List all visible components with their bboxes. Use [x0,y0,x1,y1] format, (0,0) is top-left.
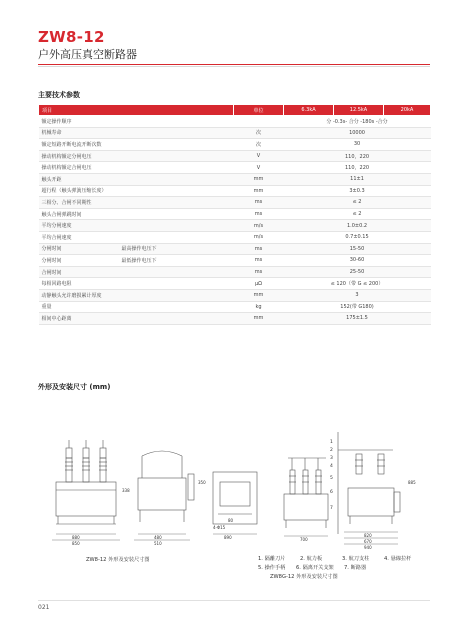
dim-label: 338 [122,488,130,493]
param-name: 合闸时间 [39,266,119,278]
dim-label: 850 [72,541,80,546]
param-name: 重量 [39,301,119,313]
param-value: 0.7±0.15 [284,231,431,243]
param-unit: mm [234,173,284,185]
callout-4: 4 [330,464,333,469]
dim-label: 80 [228,518,234,523]
param-condition [119,220,234,232]
dim-label: 480 [154,535,162,540]
param-unit: ms [234,197,284,209]
zw8g-side-view [338,432,400,544]
product-name: 户外高压真空断路器 [38,48,137,61]
param-condition [119,127,234,139]
param-name: 额定短路开断电流开断次数 [39,139,119,151]
param-unit: mm [234,313,284,325]
dim-label: 880 [72,535,80,540]
param-value: 152(带 G180) [284,301,431,313]
callout-3: 3 [330,456,333,461]
param-name: 平均合闸速度 [39,231,119,243]
dim-label: 670 [364,539,372,544]
param-value: ≤ 2 [284,208,431,220]
param-value: 110，220 [284,162,431,174]
legend-item: 4. 悬線拉杆 [384,556,412,562]
zw8g-front-view [284,458,328,536]
param-condition [119,197,234,209]
params-row [39,150,431,162]
param-unit: kg [234,301,284,313]
param-condition [119,139,234,151]
param-condition [119,162,234,174]
params-row [39,243,431,255]
param-condition [119,313,234,325]
params-row [39,301,431,313]
param-name: 每相回路电阻 [39,278,119,290]
dim-label: 940 [364,545,372,550]
header-rule-red [38,64,430,65]
param-name: 额定操作顺序 [39,116,119,128]
param-condition [119,301,234,313]
param-name: 动静触头允许磨损累计厚度 [39,289,119,301]
param-condition [119,289,234,301]
callout-6: 6 [330,490,333,495]
param-name: 触头合闸弹跳时间 [39,208,119,220]
params-row [39,255,431,267]
param-condition [119,208,234,220]
params-row [39,197,431,209]
param-value: 15-50 [284,243,431,255]
legend-item: 1. 隔離刀片 [258,556,286,562]
param-value: ≤ 120（带 G ≤ 200） [284,278,431,290]
legend-item: 6. 隔离开关支架 [296,565,334,571]
zw8-drawing [38,410,430,580]
param-name: 分闸时间 [39,243,119,255]
param-name: 平均分闸速度 [39,220,119,232]
param-name: 超行程（触头弹簧压缩长度） [39,185,119,197]
param-unit: ms [234,255,284,267]
col-6-3ka-header: 6.3kA [284,105,334,116]
drawing2-caption: ZW8G-12 外形及安装尺寸图 [270,574,338,580]
param-value: ≤ 2 [284,197,431,209]
dim-label: 4-Φ15 [213,525,226,530]
params-row [39,139,431,151]
param-unit: mm [234,289,284,301]
param-unit: μΩ [234,278,284,290]
params-row [39,313,431,325]
param-value: 分 -0.3s- 合分 -180s -合分 [284,116,431,128]
param-condition [119,116,234,128]
callout-2: 2 [330,448,333,453]
col-12-5ka-header: 12.5kA [334,105,384,116]
zw8-front-view [52,440,120,540]
legend-item: 7. 断路器 [344,565,367,571]
param-condition [119,173,234,185]
params-row [39,220,431,232]
param-value: 175±1.5 [284,313,431,325]
param-value: 25-50 [284,266,431,278]
param-condition: 最低操作电压下 [119,255,234,267]
param-value: 1.0±0.2 [284,220,431,232]
dim-label: 890 [224,535,232,540]
param-unit: ms [234,266,284,278]
params-row [39,185,431,197]
param-condition: 最高操作电压下 [119,243,234,255]
drawing1-caption: ZW8-12 外形及安装尺寸图 [86,557,150,563]
dim-label: 700 [300,537,308,542]
param-value: 30-60 [284,255,431,267]
param-value: 10000 [284,127,431,139]
param-name: 操动机构额定合闸电压 [39,162,119,174]
param-value: 110，220 [284,150,431,162]
dim-label: 820 [364,533,372,538]
params-row [39,266,431,278]
param-name: 操动机构额定分闸电压 [39,150,119,162]
param-name: 相间中心距离 [39,313,119,325]
param-condition [119,266,234,278]
dim-label: 510 [154,541,162,546]
param-unit: m/s [234,231,284,243]
legend-item: 2. 航力板 [300,556,323,562]
param-condition [119,185,234,197]
param-value: 30 [284,139,431,151]
params-row [39,208,431,220]
footer-rule [38,600,430,601]
params-row [39,162,431,174]
params-row [39,116,431,128]
page-number: 021 [38,604,50,611]
param-unit: V [234,162,284,174]
param-name: 机械寿命 [39,127,119,139]
callout-5: 5 [330,476,333,481]
dim-label: 350 [198,480,206,485]
model-title: ZW8-12 [38,28,105,46]
param-unit: V [234,150,284,162]
param-condition [119,150,234,162]
param-unit: m/s [234,220,284,232]
dimension-drawings [38,410,430,580]
param-value: 11±1 [284,173,431,185]
zw8-side-view [134,451,194,540]
params-row [39,231,431,243]
params-row [39,173,431,185]
param-name: 触头开距 [39,173,119,185]
param-name: 三相分、合闸不同期性 [39,197,119,209]
param-unit: 次 [234,139,284,151]
section-title-params: 主要技术参数 [38,91,80,99]
param-value: 3±0.3 [284,185,431,197]
col-20ka-header: 20kA [384,105,431,116]
param-unit: mm [234,185,284,197]
params-row [39,289,431,301]
param-unit: ms [234,208,284,220]
params-row [39,127,431,139]
callout-7: 7 [330,506,333,511]
param-unit [234,116,284,128]
legend-item: 3. 航刀支柱 [342,556,370,562]
dim-label: 885 [408,480,416,485]
param-name: 分闸时间 [39,255,119,267]
params-row [39,278,431,290]
header-rule-grey [38,66,430,67]
col-item-header: 项目 [39,105,234,116]
param-condition [119,278,234,290]
param-unit: ms [234,243,284,255]
param-unit: 次 [234,127,284,139]
legend-item: 5. 操作手柄 [258,565,286,571]
section-title-dimensions: 外形及安装尺寸 (mm) [38,383,111,391]
callout-1: 1 [330,440,333,445]
param-value: 3 [284,289,431,301]
col-unit-header: 单位 [234,105,284,116]
params-header-row [39,105,431,116]
param-condition [119,231,234,243]
params-table [38,104,431,325]
